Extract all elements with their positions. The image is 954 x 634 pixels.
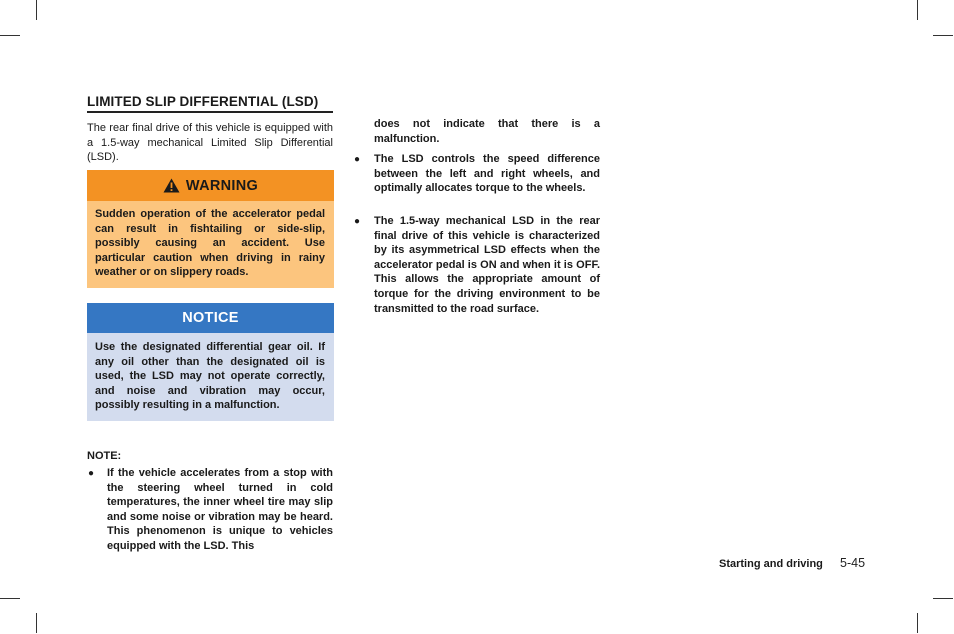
crop-mark	[36, 613, 37, 633]
note-bullet-2: The LSD controls the speed difference between the left and right wheels, and optimally allocates torque to the wheels.	[374, 153, 600, 195]
page-number: 5-45	[840, 556, 866, 570]
crop-mark	[917, 613, 918, 633]
note-bullet-1-part2: does not indicate that there is a malfunction.	[374, 118, 600, 145]
notice-box	[87, 303, 334, 421]
crop-mark	[36, 0, 37, 20]
notice-title: NOTICE	[182, 310, 239, 326]
note-bullet-3: The 1.5-way mechanical LSD in the rear final drive of this vehicle is characterized by its asymmetrical LSD effects when the accelerator pedal is ON and when it is OFF. This allows the appropriate amount of torque for the driving environment to be transmitted to the road surface.	[374, 215, 600, 315]
warning-box	[87, 170, 334, 288]
crop-mark	[933, 35, 953, 36]
bullet-dot: ●	[354, 154, 361, 165]
crop-mark	[917, 0, 918, 20]
crop-mark	[0, 598, 20, 599]
warning-header	[87, 170, 334, 201]
warning-triangle-icon	[163, 178, 180, 193]
warning-text: Sudden operation of the accelerator pedal can result in fishtailing or side-slip, possibly causing an accident. Use particular caution when driving in rainy weather or on slippery roads.	[87, 201, 334, 288]
notice-header	[87, 303, 334, 333]
notice-text: Use the designated differential gear oil. If any oil other than the designated oil is used, the LSD may not operate correctly, and noise and vibration may occur, possibly resulting in a malfunction.	[87, 333, 334, 421]
note-label: NOTE:	[87, 450, 122, 462]
crop-mark	[933, 598, 953, 599]
footer-section-label: Starting and driving	[719, 558, 823, 570]
crop-mark	[0, 35, 20, 36]
section-title: LIMITED SLIP DIFFERENTIAL (LSD)	[87, 94, 333, 113]
bullet-dot: ●	[354, 216, 361, 227]
bullet-dot: ●	[88, 468, 95, 479]
note-bullet-1-part1: If the vehicle accelerates from a stop with the steering wheel turned in cold temperatures, the inner wheel tire may slip and some noise or vibration may be heard. This phenomenon is unique to vehicles equipped with the LSD. This	[107, 467, 333, 552]
intro-paragraph: The rear final drive of this vehicle is equipped with a 1.5-way mechanical Limited Slip Differential (LSD).	[87, 122, 333, 164]
warning-title: WARNING	[185, 177, 259, 194]
